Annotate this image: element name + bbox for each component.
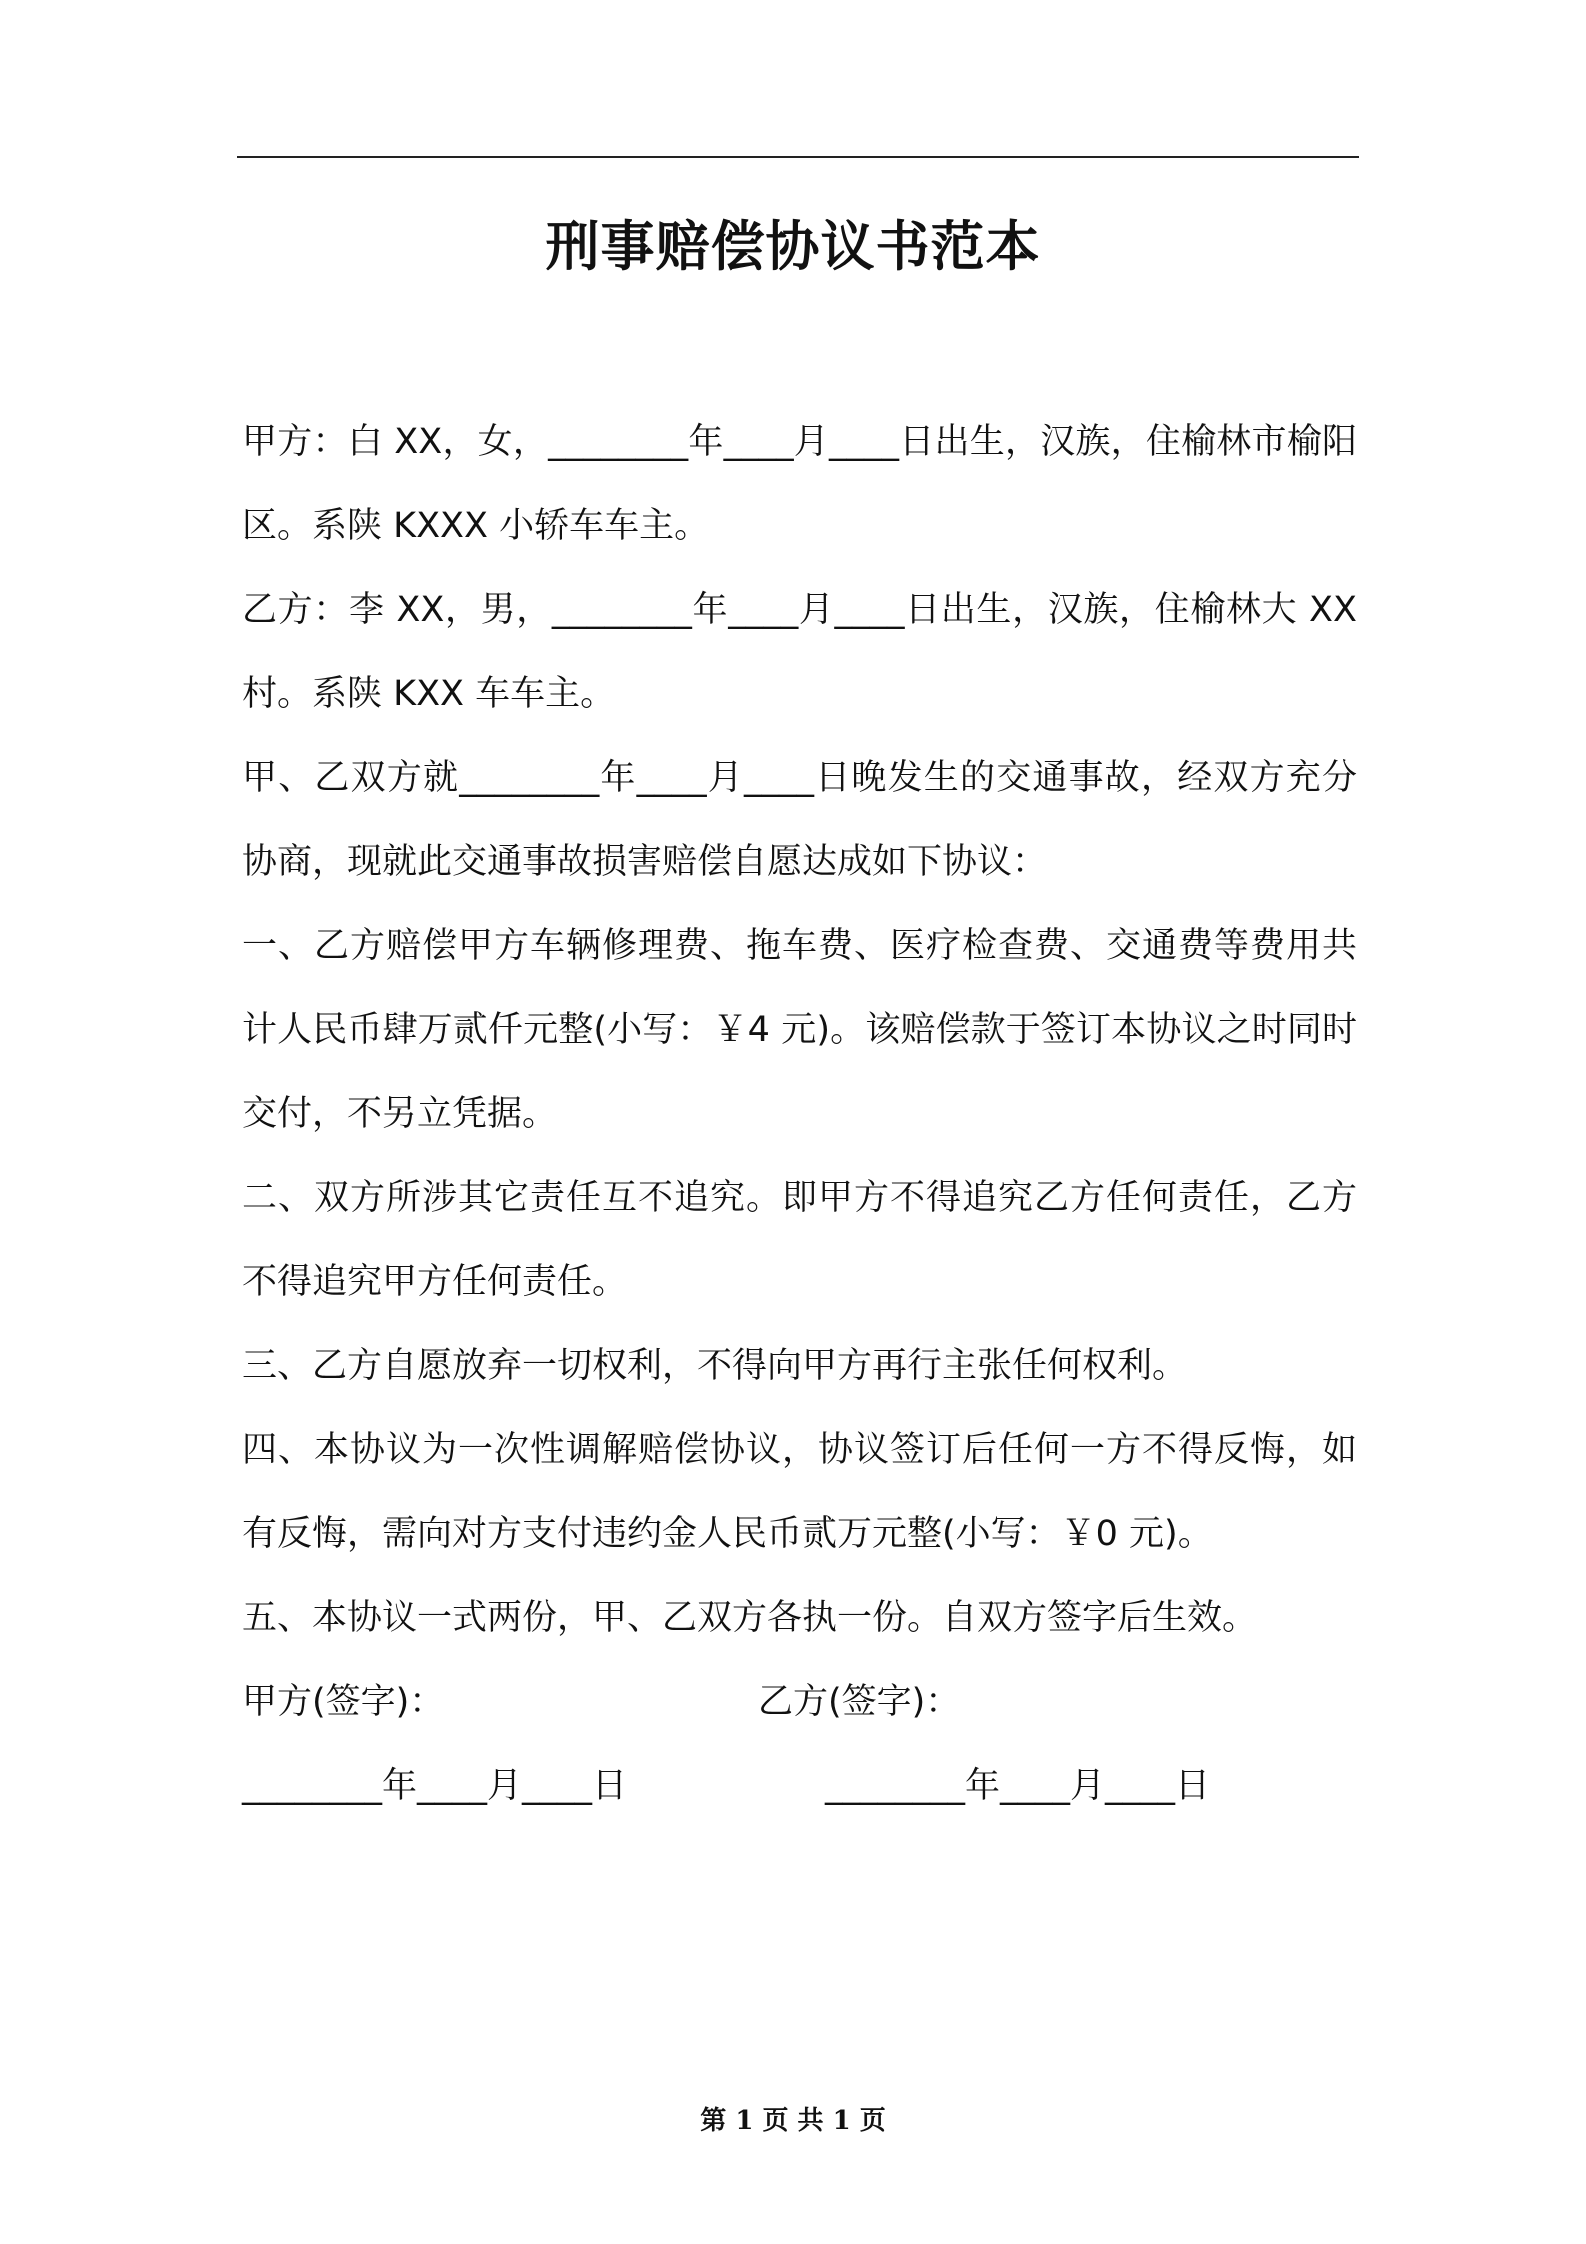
- party-a-paragraph: 甲方：白 XX，女，________年____月____日出生，汉族，住榆林市榆阳区。系陕 KXXX 小轿车车主。: [242, 422, 1357, 546]
- signature-date-row: [242, 1744, 1357, 1828]
- party-a-signature-date: ________年____月____日: [242, 1766, 628, 1806]
- header-rule: [237, 156, 1359, 158]
- document-title: 刑事赔偿协议书范本: [545, 215, 1041, 278]
- clause-1: 一、乙方赔偿甲方车辆修理费、拖车费、医疗检查费、交通费等费用共计人民币肆万贰仟元整(小写：￥4 元)。该赔偿款于签订本协议之时同时交付，不另立凭据。: [242, 926, 1357, 1134]
- party-a-signature-label: 甲方(签字)：: [242, 1682, 445, 1722]
- page-number: 第 1 页 共 1 页: [700, 2106, 886, 2136]
- document-body: [242, 400, 1357, 1828]
- clause-3: 三、乙方自愿放弃一切权利，不得向甲方再行主张任何权利。: [242, 1346, 1188, 1386]
- signature-label-row: [242, 1660, 1357, 1744]
- preamble-paragraph: 甲、乙双方就________年____月____日晚发生的交通事故，经双方充分协商，现就此交通事故损害赔偿自愿达成如下协议：: [242, 758, 1357, 882]
- party-b-signature-label: 乙方(签字)：: [758, 1682, 961, 1722]
- party-b-signature-date: ________年____月____日: [825, 1766, 1211, 1806]
- clause-2: 二、双方所涉其它责任互不追究。即甲方不得追究乙方任何责任，乙方不得追究甲方任何责任。: [242, 1178, 1357, 1302]
- party-b-paragraph: 乙方：李 XX，男，________年____月____日出生，汉族，住榆林大 XX 村。系陕 KXX 车车主。: [242, 590, 1357, 714]
- clause-4: 四、本协议为一次性调解赔偿协议，协议签订后任何一方不得反悔，如有反悔，需向对方支付违约金人民币贰万元整(小写：￥0 元)。: [242, 1430, 1357, 1554]
- clause-5: 五、本协议一式两份，甲、乙双方各执一份。自双方签字后生效。: [242, 1598, 1258, 1638]
